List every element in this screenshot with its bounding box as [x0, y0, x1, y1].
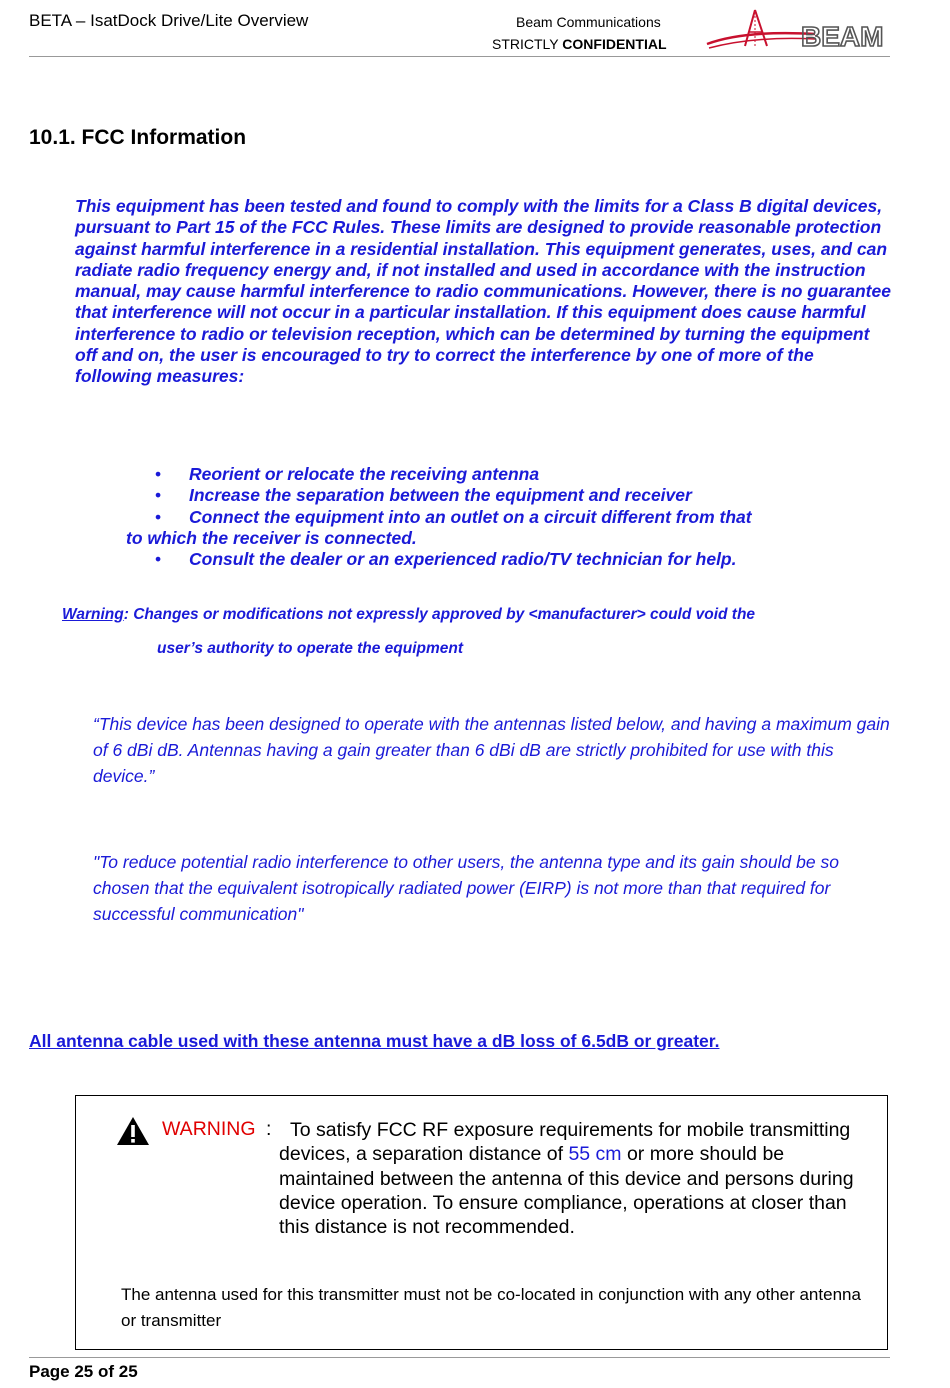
measure-text: Increase the separation between the equipment and receiver — [189, 485, 692, 506]
beam-logo — [705, 6, 895, 54]
list-item — [155, 507, 895, 528]
fcc-statement: This equipment has been tested and found to comply with the limits for a Class B digital devices, pursuant to Part 15 of the FCC Rules. These limits are designed to provide reasonable protection against harmful interference in a residential installation. This equipment generates, uses, and can radiate radio frequency energy and, if not installed and used in accordance with the instruction manual, may cause harmful interference to radio communications. However, there is no guarantee that interference will not occur in a particular installation. If this equipment does cause harmful interference to radio or television reception, which can be determined by turning the equipment off and on, the user is encouraged to try to correct the interference by one of more of the following measures: — [75, 196, 891, 387]
company-name: Beam Communications — [516, 14, 661, 30]
measure-text: Connect the equipment into an outlet on a circuit different from that — [189, 506, 752, 527]
measure-text: Consult the dealer or an experienced radio/TV technician for help. — [189, 549, 737, 570]
cable-loss-note: All antenna cable used with these antenna must have a dB loss of 6.5dB or greater. — [29, 1031, 720, 1051]
bullet: • — [155, 485, 162, 506]
list-item — [155, 549, 895, 570]
confidentiality-prefix: STRICTLY — [492, 36, 563, 52]
warning-colon: : — [123, 606, 134, 623]
separation-distance: 55 cm — [568, 1143, 622, 1166]
measure-text: Reorient or relocate the receiving antenna — [189, 464, 540, 484]
list-item — [155, 485, 895, 506]
rf-exposure-box — [75, 1095, 888, 1350]
rf-text-a: To satisfy FCC RF exposure requirements for mobile transmitting devices, a separation distance of — [279, 1119, 851, 1166]
measure-continuation: to which the receiver is connected. — [126, 527, 417, 548]
antenna-gain-statement: “This device has been designed to operate with the antennas listed below, and having a maximum gain of 6 dBi dB. Antennas having a gain greater than 6 dBi dB are strictly prohibited for use with this device.” — [93, 714, 890, 786]
bullet: • — [155, 506, 162, 527]
logo-text: BEAM — [801, 21, 884, 52]
warning-text: Changes or modifications not expressly approved by <manufacturer> could void the — [133, 606, 756, 623]
page-number: Page 25 of 25 — [29, 1362, 138, 1381]
section-heading: 10.1. FCC Information — [29, 126, 247, 149]
bullet: • — [155, 549, 162, 570]
rf-exposure-text — [279, 1118, 869, 1239]
measures-list — [126, 464, 895, 570]
warning-statement — [62, 606, 755, 624]
header-divider — [29, 56, 890, 57]
warning-label: WARNING — [162, 1118, 256, 1140]
footer-divider — [29, 1357, 890, 1358]
colocation-note: The antenna used for this transmitter must not be co-located in conjunction with any other antenna or transmitter — [121, 1285, 861, 1330]
warning-colon: : — [266, 1118, 272, 1140]
warning-triangle-icon — [116, 1116, 150, 1146]
warning-label: Warning — [62, 606, 124, 623]
confidentiality-word: CONFIDENTIAL — [562, 36, 667, 52]
eirp-statement: "To reduce potential radio interference to other users, the antenna type and its gain should be so chosen that the equivalent isotropically radiated power (EIRP) is not more than that required for successful communication" — [93, 852, 839, 924]
confidentiality-label — [492, 36, 667, 52]
warning-text-continued: user’s authority to operate the equipment — [157, 640, 464, 657]
bullet: • — [155, 464, 162, 484]
list-item — [155, 464, 895, 485]
rf-text-b: or more should be maintained between the antenna of this device and persons during device operation. To ensure compliance, operations at closer than this distance is not recommended. — [279, 1143, 854, 1239]
document-title: BETA – IsatDock Drive/Lite Overview — [29, 11, 309, 30]
